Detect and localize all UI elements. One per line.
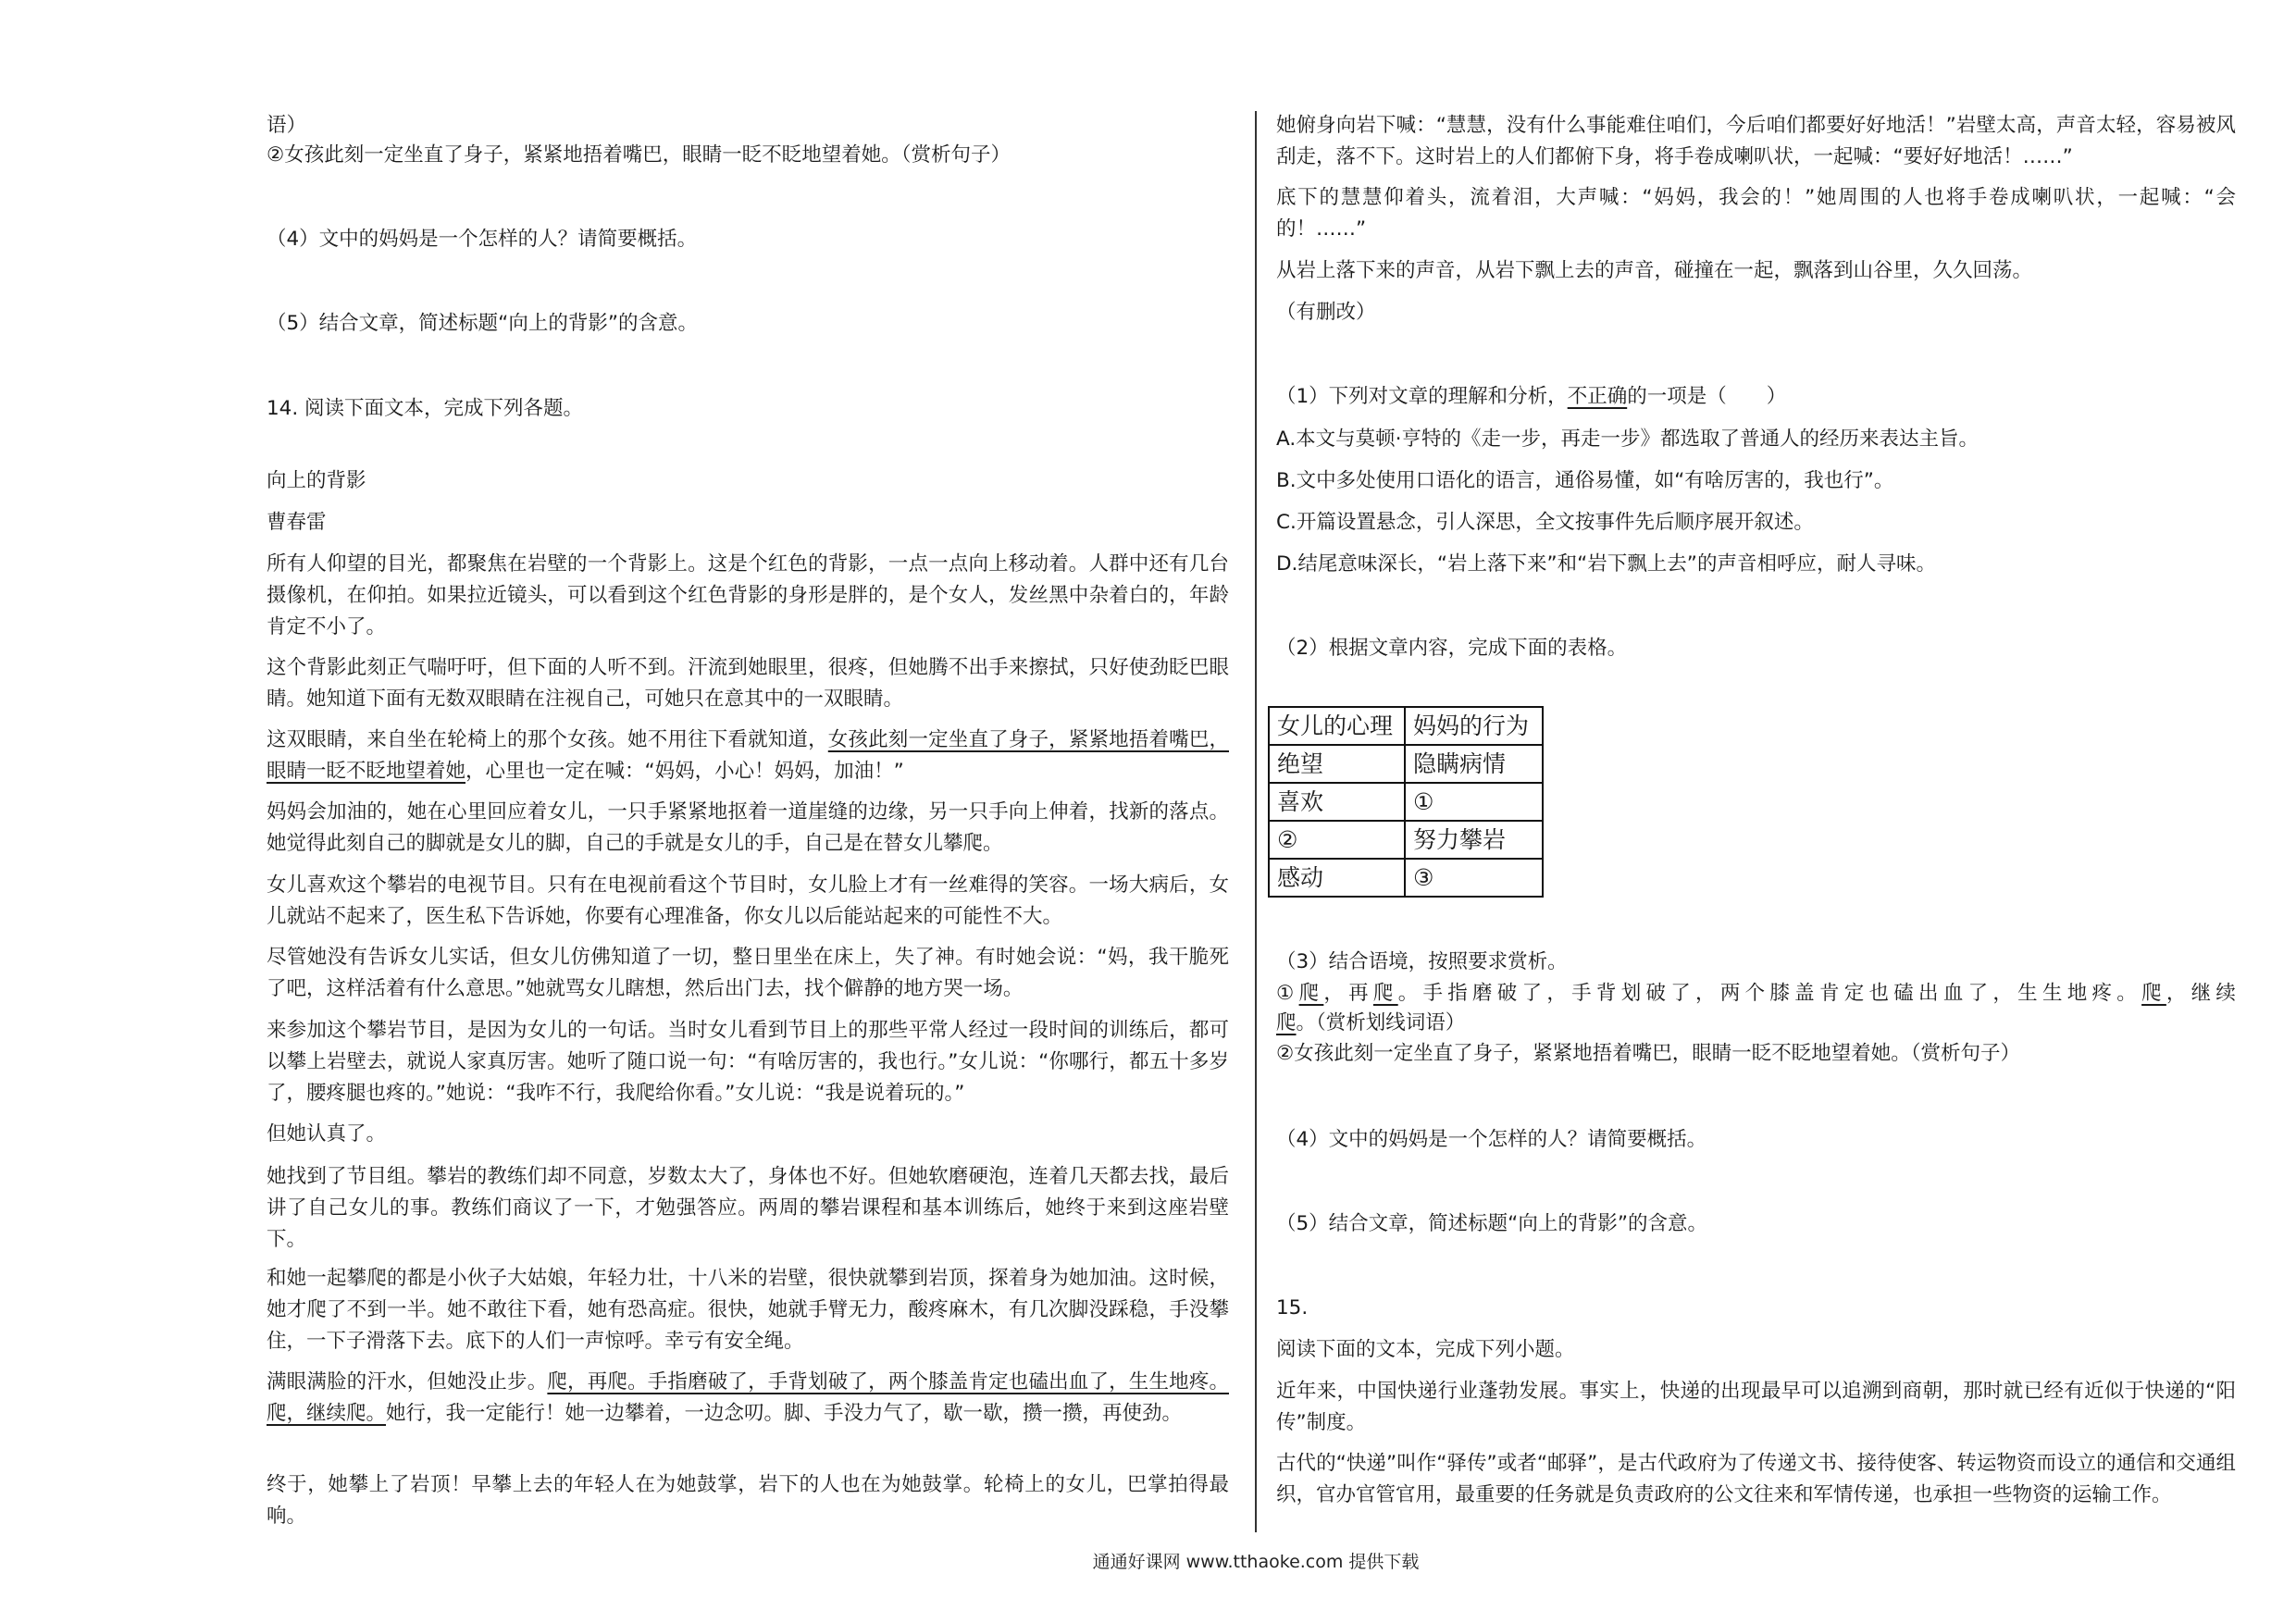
question-3-1: [1276, 979, 2236, 1038]
table-cell: ③: [1405, 859, 1543, 897]
question-15-number: 15.: [1276, 1296, 1309, 1319]
question-3-2: ②女孩此刻一定坐直了身子，紧紧地捂着嘴巴，眼睛一眨不眨地望着她。（赏析句子）: [267, 143, 1011, 167]
page-footer: 通通好课网 www.tthaoke.com 提供下载: [1092, 1552, 1420, 1572]
article-author: 曹春雷: [267, 511, 327, 534]
table-header-row: [1269, 707, 1543, 745]
source-note: （有删改）: [1276, 301, 1376, 324]
question-text: 的一项是（ ）: [1627, 385, 1787, 408]
article-paragraph-7: 来参加这个攀岩节目，是因为女儿的一句话。当时女儿看到节目上的那些平常人经过一段时间的训练后，都可以攀上岩壁去，就说人家真厉害。她听了随口说一句：“有啥厉害的，我也行。”女儿说：“你哪行，都五十多岁了，腰疼腿也疼的。”她说：“我咋不行，我爬给你看。”女儿说：“我是说着玩的。”: [267, 1019, 1229, 1105]
table-cell: ①: [1405, 783, 1543, 821]
table-cell: ②: [1269, 821, 1405, 859]
question-5: （5）结合文章，简述标题“向上的背影”的含意。: [267, 312, 698, 335]
article-paragraph-9: 她找到了节目组。攀岩的教练们却不同意，岁数太大了，身体也不好。但她软磨硬泡，连着几天都去找，最后讲了自己女儿的事。教练们商议了一下，才勉强答应。两周的攀岩课程和基本训练后，她终于来到这座岩壁下。: [267, 1165, 1229, 1251]
article-title: 向上的背影: [267, 469, 366, 492]
article-paragraph-6: 尽管她没有告诉女儿实话，但女儿仿佛知道了一切，整日里坐在床上，失了神。有时她会说：“妈，我干脆死了吧，这样活着有什么意思。”她就骂女儿瞎想，然后出门去，找个僻静的地方哭一场。: [267, 946, 1229, 1000]
article-paragraph-5: 女儿喜欢这个攀岩的电视节目。只有在电视前看这个节目时，女儿脸上才有一丝难得的笑容。一场大病后，女儿就站不起来了，医生私下告诉她，你要有心理准备，你女儿以后能站起来的可能性不大。: [267, 873, 1229, 928]
article-paragraph-3: [267, 725, 1229, 787]
emphasis-text: 不正确: [1567, 385, 1628, 408]
table-row: [1269, 745, 1543, 783]
question-text: 。手指磨破了，手背划破了，两个膝盖肯定也磕出血了，生生地疼。: [1397, 982, 2142, 1005]
table-header-cell: 女儿的心理: [1269, 707, 1405, 745]
question-15-intro: 阅读下面的文本，完成下列小题。: [1276, 1338, 1575, 1361]
question-15-paragraph-1: 近年来，中国快递行业蓬勃发展。事实上，快递的出现最早可以追溯到商朝，那时就已经有近似于快递的“阳传”制度。: [1276, 1380, 2236, 1434]
question-text: 。（赏析划线词语）: [1296, 1011, 1466, 1035]
question-3-1-tail: 语）: [267, 114, 307, 137]
question-3: （3）结合语境，按照要求赏析。: [1276, 950, 1568, 973]
question-15-paragraph-2: 古代的“快递”叫作“驿传”或者“邮驿”，是古代政府为了传递文书、接待使客、转运物资而设立的通信和交通组织，官办官管官用，最重要的任务就是负责政府的公文往来和军情传递，也承担一些物资的运输工作。: [1276, 1452, 2236, 1506]
underlined-sentence: 爬，再爬。手指磨破了，手背划破了，两个膝盖肯定也磕出血了，生生地疼。爬，继续爬。: [267, 1370, 1229, 1425]
question-4-right: （4）文中的妈妈是一个怎样的人？请简要概括。: [1276, 1128, 1707, 1151]
table-row: [1269, 783, 1543, 821]
answer-table: [1268, 706, 1544, 898]
paragraph-text: 这双眼睛，来自坐在轮椅上的那个女孩。她不用往下看就知道，: [267, 728, 828, 751]
article-paragraph-2: 这个背影此刻正气喘吁吁，但下面的人听不到。汗流到她眼里，很疼，但她腾不出手来擦拭，只好使劲眨巴眼睛。她知道下面有无数双眼睛在注视自己，可她只在意其中的一双眼睛。: [267, 656, 1229, 711]
underlined-sentence: 女孩此刻一定坐直了身子，紧紧地捂着嘴巴，眼睛一眨不眨地望着她: [267, 728, 1229, 783]
option-c: C.开篇设置悬念，引人深思，全文按事件先后顺序展开叙述。: [1276, 511, 1814, 534]
article-paragraph-8: 但她认真了。: [267, 1122, 387, 1146]
question-14-heading: 14. 阅读下面文本，完成下列各题。: [267, 397, 584, 420]
article-paragraph-4: 妈妈会加油的，她在心里回应着女儿，一只手紧紧地抠着一道崖缝的边缘，另一只手向上伸着，找新的落点。她觉得此刻自己的脚就是女儿的脚，自己的手就是女儿的手，自己是在替女儿攀爬。: [267, 800, 1229, 855]
table-cell: 感动: [1269, 859, 1405, 897]
paragraph-text: ，心里也一定在喊：“妈妈，小心！妈妈，加油！”: [465, 760, 904, 783]
option-b: B.文中多处使用口语化的语言，通俗易懂，如“有啥厉害的，我也行”。: [1276, 469, 1894, 492]
table-row: [1269, 859, 1543, 897]
table-row: [1269, 821, 1543, 859]
article-paragraph-12: 终于，她攀上了岩顶！早攀上去的年轻人在为她鼓掌，岩下的人也在为她鼓掌。轮椅上的女儿，巴掌拍得最响。: [267, 1473, 1229, 1528]
article-paragraph-13: 她俯身向岩下喊：“慧慧，没有什么事能难住咱们，今后咱们都要好好地活！”岩壁太高，声音太轻，容易被风刮走，落不下。这时岩上的人们都俯下身，将手卷成喇叭状，一起喊：“要好好地活！……”: [1276, 114, 2236, 168]
option-d: D.结尾意味深长，“岩上落下来”和“岩下飘上去”的声音相呼应，耐人寻味。: [1276, 552, 1936, 576]
underlined-word: 爬: [1298, 982, 1324, 1005]
underlined-word: 爬: [1276, 1011, 1297, 1035]
article-paragraph-15: 从岩上落下来的声音，从岩下飘上去的声音，碰撞在一起，飘落到山谷里，久久回荡。: [1276, 259, 2033, 282]
question-text: ①: [1276, 982, 1299, 1005]
paragraph-text: 她行，我一定能行！她一边攀着，一边念叨。脚、手没力气了，歇一歇，攒一攒，再使劲。: [386, 1402, 1183, 1425]
table-cell: 隐瞒病情: [1405, 745, 1543, 783]
question-5-right: （5）结合文章，简述标题“向上的背影”的含意。: [1276, 1212, 1707, 1235]
table-header-cell: 妈妈的行为: [1405, 707, 1543, 745]
question-2: （2）根据文章内容，完成下面的表格。: [1276, 637, 1628, 660]
table-cell: 喜欢: [1269, 783, 1405, 821]
underlined-word: 爬: [2141, 982, 2166, 1005]
table-cell: 努力攀岩: [1405, 821, 1543, 859]
underlined-word: 爬: [1372, 982, 1398, 1005]
question-text: （1）下列对文章的理解和分析，: [1276, 385, 1568, 408]
question-1: [1276, 381, 2236, 413]
question-text: ，再: [1323, 982, 1373, 1005]
table-cell: 绝望: [1269, 745, 1405, 783]
article-paragraph-14: 底下的慧慧仰着头，流着泪，大声喊：“妈妈，我会的！”她周围的人也将手卷成喇叭状，一起喊：“会的！……”: [1276, 186, 2236, 241]
question-text: ，继续: [2166, 982, 2236, 1005]
article-paragraph-1: 所有人仰望的目光，都聚焦在岩壁的一个背影上。这是个红色的背影，一点一点向上移动着。人群中还有几台摄像机，在仰拍。如果拉近镜头，可以看到这个红色背影的身形是胖的，是个女人，发丝黑中杂着白的，年龄肯定不小了。: [267, 552, 1229, 638]
paragraph-text: 满眼满脸的汗水，但她没止步。: [267, 1370, 548, 1394]
question-3-2-right: ②女孩此刻一定坐直了身子，紧紧地捂着嘴巴，眼睛一眨不眨地望着她。（赏析句子）: [1276, 1042, 2021, 1065]
column-divider: [1255, 111, 1257, 1532]
question-4: （4）文中的妈妈是一个怎样的人？请简要概括。: [267, 228, 698, 251]
article-paragraph-10: 和她一起攀爬的都是小伙子大姑娘，年轻力壮，十八米的岩壁，很快就攀到岩顶，探着身为她加油。这时候，她才爬了不到一半。她不敢往下看，她有恐高症。很快，她就手臂无力，酸疼麻木，有几次脚没踩稳，手没攀住，一下子滑落下去。底下的人们一声惊呼。幸亏有安全绳。: [267, 1267, 1229, 1353]
option-a: A.本文与莫顿·亨特的《走一步，再走一步》都选取了普通人的经历来表达主旨。: [1276, 427, 1980, 451]
article-paragraph-11: [267, 1367, 1229, 1430]
